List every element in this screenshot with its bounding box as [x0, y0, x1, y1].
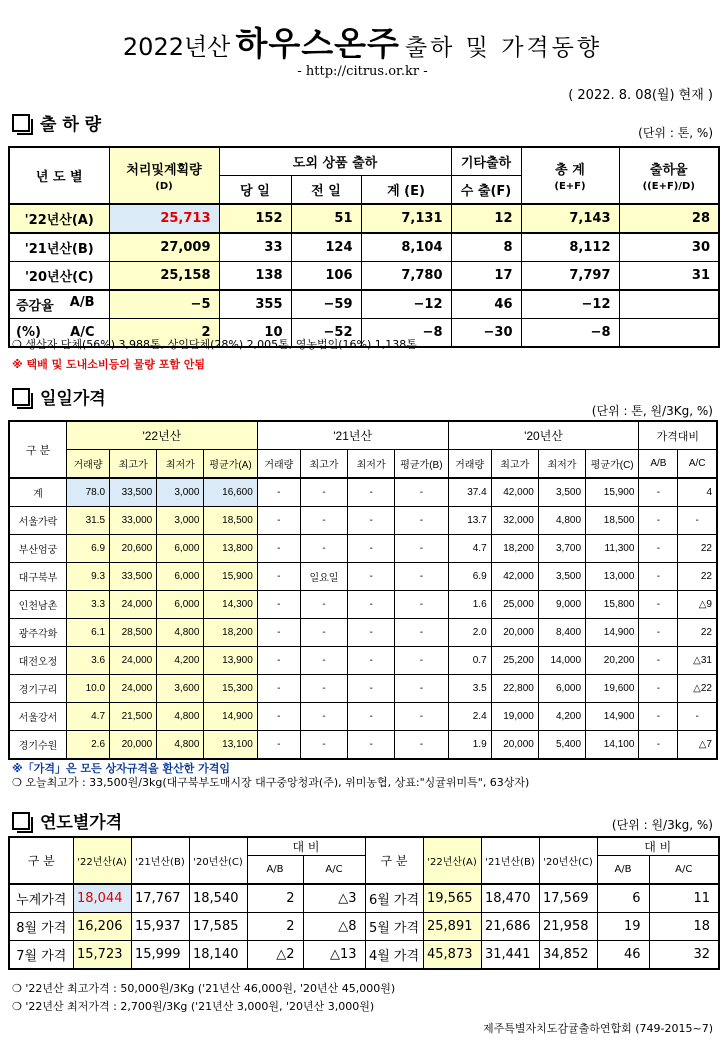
yearly-note-min: ❍ '22년산 최저가격 : 2,700원/3Kg ('21년산 3,000원, '20년산 3,000원) — [12, 1000, 375, 1013]
price-cell: 1.6 — [448, 591, 491, 619]
daily-price-table — [8, 420, 718, 760]
table-row — [9, 478, 717, 507]
price-cell: 17,585 — [189, 913, 247, 941]
price-cell: - — [639, 535, 678, 563]
daily-subhead-cell: 거래량 — [257, 450, 300, 479]
table-row — [9, 563, 717, 591]
price-cell: 34,852 — [539, 941, 597, 970]
daily-head-cmp: 가격대비 — [639, 421, 717, 450]
daily-unit: (단위 : 톤, 원/3Kg, %) — [591, 404, 713, 418]
price-cell: 6,000 — [157, 563, 204, 591]
price-cell: 3.3 — [66, 591, 109, 619]
price-cell: 3,000 — [157, 478, 204, 507]
price-cell: - — [257, 535, 300, 563]
yearly-head-ab: A/B — [247, 856, 303, 885]
daily-subhead-cell: 평균가(B) — [395, 450, 448, 479]
price-cell: 14,900 — [204, 703, 257, 731]
price-cell: - — [639, 675, 678, 703]
shipment-unit: (단위 : 톤, %) — [638, 126, 713, 140]
price-cell: 16,600 — [204, 478, 257, 507]
daily-head-21: '21년산 — [257, 421, 448, 450]
price-cell: 24,000 — [110, 591, 157, 619]
price-cell: 0.7 — [448, 647, 491, 675]
price-cell: - — [300, 731, 347, 760]
table-row — [9, 731, 717, 760]
price-cell: 20,000 — [491, 619, 538, 647]
price-cell: 13,000 — [586, 563, 639, 591]
price-cell: 14,900 — [586, 703, 639, 731]
market-name: 서울강서 — [9, 703, 66, 731]
price-cell: 33,000 — [110, 507, 157, 535]
price-cell: 37.4 — [448, 478, 491, 507]
head-prev: 전 일 — [291, 176, 361, 205]
head-rate: 출하율 ((E+F)/D) — [619, 147, 719, 204]
shipment-note-excluded: ※ 택배 및 도내소비등의 물량 포함 안됨 — [12, 358, 206, 371]
price-cell: 33,500 — [110, 563, 157, 591]
head-sum: 총 계 (E+F) — [521, 147, 619, 204]
price-cell: 18,500 — [586, 507, 639, 535]
price-cell: 10.0 — [66, 675, 109, 703]
price-cell: 4,800 — [157, 619, 204, 647]
price-cell: 14,300 — [204, 591, 257, 619]
yearly-head-21: '21년산(B) — [131, 837, 189, 884]
period-label: 6월 가격 — [365, 884, 423, 913]
price-cell: 3.5 — [448, 675, 491, 703]
yearly-price-table — [8, 836, 720, 970]
price-cell: 14,000 — [538, 647, 585, 675]
price-cell: 20,600 — [110, 535, 157, 563]
table-row — [9, 884, 719, 913]
section-shipment-title: 출 하 량 — [12, 110, 101, 135]
price-cell: 15,999 — [131, 941, 189, 970]
price-cell: - — [678, 703, 717, 731]
daily-subheader-row — [9, 450, 717, 479]
price-cell: 15,800 — [586, 591, 639, 619]
site-url: - http://citrus.or.kr - — [297, 64, 428, 79]
price-cell: 20,000 — [110, 731, 157, 760]
price-cell: 17,767 — [131, 884, 189, 913]
yearly-note-max: ❍ '22년산 최고가격 : 50,000원/3Kg ('21년산 46,000원, '20년산 45,000원) — [12, 982, 396, 995]
price-cell: 6.1 — [66, 619, 109, 647]
price-cell: 18 — [649, 913, 719, 941]
price-cell: 18,200 — [204, 619, 257, 647]
section-yearly-title: 연도별가격 — [12, 808, 122, 833]
yearly-head-20: '20년산(C) — [189, 837, 247, 884]
price-cell: - — [348, 591, 395, 619]
checkbox-square-icon — [12, 114, 30, 132]
price-cell: 13,100 — [204, 731, 257, 760]
price-cell: - — [348, 675, 395, 703]
market-name: 계 — [9, 478, 66, 507]
price-cell: - — [395, 563, 448, 591]
period-label: 7월 가격 — [9, 941, 73, 970]
price-cell: - — [257, 591, 300, 619]
period-label: 5월 가격 — [365, 913, 423, 941]
period-label: 8월 가격 — [9, 913, 73, 941]
price-cell: △13 — [303, 941, 365, 970]
price-cell: 3.6 — [66, 647, 109, 675]
price-cell: - — [639, 619, 678, 647]
yearly-head-ac-right: A/C — [649, 856, 719, 885]
price-cell: 45,873 — [423, 941, 481, 970]
price-cell: - — [348, 703, 395, 731]
price-cell: 18,470 — [481, 884, 539, 913]
price-cell: 4,200 — [538, 703, 585, 731]
table-row — [9, 507, 717, 535]
table-row — [9, 941, 719, 970]
daily-subhead-cell: 최저가 — [157, 450, 204, 479]
price-cell: 1.9 — [448, 731, 491, 760]
yearly-head-20-right: '20년산(C) — [539, 837, 597, 884]
price-cell: 5,400 — [538, 731, 585, 760]
daily-subhead-cell: 최고가 — [300, 450, 347, 479]
price-cell: - — [639, 703, 678, 731]
price-cell: 6,000 — [157, 591, 204, 619]
price-cell: 19,600 — [586, 675, 639, 703]
price-cell: 11 — [649, 884, 719, 913]
daily-subhead-cell: 평균가(A) — [204, 450, 257, 479]
price-cell: 2.0 — [448, 619, 491, 647]
yearly-head-gubun: 구 분 — [9, 837, 73, 884]
price-cell: 8,400 — [538, 619, 585, 647]
price-cell: △31 — [678, 647, 717, 675]
price-cell: - — [348, 647, 395, 675]
price-cell: 25,000 — [491, 591, 538, 619]
price-cell: △2 — [247, 941, 303, 970]
price-cell: - — [300, 619, 347, 647]
price-cell: 24,000 — [110, 647, 157, 675]
price-cell: 15,937 — [131, 913, 189, 941]
price-cell: - — [348, 507, 395, 535]
price-cell: 6 — [597, 884, 649, 913]
price-cell: △9 — [678, 591, 717, 619]
price-cell: 22 — [678, 619, 717, 647]
price-cell: 18,140 — [189, 941, 247, 970]
price-cell: 6,000 — [157, 535, 204, 563]
checkbox-square-icon — [12, 812, 30, 830]
price-cell: 3,500 — [538, 563, 585, 591]
price-cell: 16,206 — [73, 913, 131, 941]
table-row — [9, 591, 717, 619]
price-cell: 3,500 — [538, 478, 585, 507]
price-cell: - — [395, 619, 448, 647]
price-cell: 15,723 — [73, 941, 131, 970]
daily-subhead-cell: 최저가 — [348, 450, 395, 479]
price-cell: 6,000 — [538, 675, 585, 703]
price-cell: 42,000 — [491, 563, 538, 591]
yearly-head-22: '22년산(A) — [73, 837, 131, 884]
yearly-head-ab-right: A/B — [597, 856, 649, 885]
table-row — [9, 619, 717, 647]
price-cell: - — [639, 563, 678, 591]
title-year: 2022년산 — [122, 33, 231, 61]
head-total: 계 (E) — [361, 176, 451, 205]
price-cell: 4.7 — [448, 535, 491, 563]
table-row: (%) A/C 2 10 −52 −8 −30 −8 — [9, 319, 719, 348]
price-cell: 3,600 — [157, 675, 204, 703]
price-cell: 4,200 — [157, 647, 204, 675]
price-cell: - — [395, 535, 448, 563]
price-cell: 18,540 — [189, 884, 247, 913]
price-cell: 31,441 — [481, 941, 539, 970]
table-row: '22년산(A) 25,713 152 51 7,131 12 7,143 28 — [9, 204, 719, 233]
price-cell: 20,200 — [586, 647, 639, 675]
price-cell: 4.7 — [66, 703, 109, 731]
head-plan: 처리및계획량 (D) — [109, 147, 219, 204]
price-cell: - — [257, 563, 300, 591]
price-cell: - — [348, 478, 395, 507]
shipment-table — [8, 146, 720, 348]
price-cell: 13.7 — [448, 507, 491, 535]
price-cell: 18,044 — [73, 884, 131, 913]
price-cell: - — [348, 535, 395, 563]
price-cell: - — [257, 703, 300, 731]
table-row: 증감율 A/B −5 355 −59 −12 46 −12 — [9, 290, 719, 319]
table-row: '21년산(B) 27,009 33 124 8,104 8 8,112 30 — [9, 233, 719, 262]
price-cell: 24,000 — [110, 675, 157, 703]
price-cell: 3,000 — [157, 507, 204, 535]
daily-subhead-cell: 평균가(C) — [586, 450, 639, 479]
price-cell: 22 — [678, 563, 717, 591]
shipment-note-producers: ❍ 생산자 단체(56%) 3,988톤, 상인단체(28%) 2,005톤, 영농법인(16%) 1,138톤 — [12, 338, 417, 351]
price-cell: - — [639, 647, 678, 675]
price-cell: - — [348, 563, 395, 591]
section-daily-title: 일일가격 — [12, 384, 106, 409]
price-cell: 20,000 — [491, 731, 538, 760]
price-cell: 31.5 — [66, 507, 109, 535]
price-cell: 14,900 — [586, 619, 639, 647]
price-cell: 9,000 — [538, 591, 585, 619]
price-cell: 15,300 — [204, 675, 257, 703]
price-cell: - — [639, 591, 678, 619]
daily-subhead-cell: 최고가 — [491, 450, 538, 479]
price-cell: △22 — [678, 675, 717, 703]
report-date: ( 2022. 8. 08(월) 현재 ) — [568, 88, 713, 103]
price-cell: 2.6 — [66, 731, 109, 760]
price-cell: 18,200 — [491, 535, 538, 563]
title-rest: 출하 및 가격동향 — [404, 35, 603, 61]
price-cell: 21,686 — [481, 913, 539, 941]
table-row — [9, 675, 717, 703]
price-cell: - — [395, 507, 448, 535]
yearly-head-cmp-right: 대 비 — [597, 837, 719, 856]
price-cell: 42,000 — [491, 478, 538, 507]
price-cell: 3,700 — [538, 535, 585, 563]
daily-head-gubun: 구 분 — [9, 421, 66, 478]
price-cell: 4 — [678, 478, 717, 507]
price-cell: 14,100 — [586, 731, 639, 760]
price-cell: △7 — [678, 731, 717, 760]
price-cell: 일요일 — [300, 563, 347, 591]
price-cell: - — [678, 507, 717, 535]
price-cell: 21,958 — [539, 913, 597, 941]
market-name: 대전오정 — [9, 647, 66, 675]
table-row — [9, 703, 717, 731]
checkbox-square-icon — [12, 388, 30, 406]
price-cell: - — [257, 675, 300, 703]
price-cell: 13,800 — [204, 535, 257, 563]
price-cell: 15,900 — [204, 563, 257, 591]
price-cell: 32 — [649, 941, 719, 970]
price-cell: - — [639, 731, 678, 760]
period-label: 4월 가격 — [365, 941, 423, 970]
head-today: 당 일 — [219, 176, 291, 205]
price-cell: 33,500 — [110, 478, 157, 507]
price-cell: 19 — [597, 913, 649, 941]
price-cell: 4,800 — [157, 703, 204, 731]
price-cell: 6.9 — [448, 563, 491, 591]
price-cell: - — [639, 478, 678, 507]
price-cell: - — [395, 731, 448, 760]
footer-org: 제주특별자치도감귤출하연합회 (749-2015~7) — [482, 1022, 713, 1035]
price-cell: - — [257, 507, 300, 535]
price-cell: 22,800 — [491, 675, 538, 703]
price-cell: 32,000 — [491, 507, 538, 535]
table-row — [9, 913, 719, 941]
price-cell: 22 — [678, 535, 717, 563]
price-cell: - — [257, 478, 300, 507]
price-cell: 18,500 — [204, 507, 257, 535]
price-cell: - — [257, 619, 300, 647]
market-name: 경기구리 — [9, 675, 66, 703]
price-cell: 25,200 — [491, 647, 538, 675]
price-cell: 4,800 — [157, 731, 204, 760]
price-cell: - — [395, 647, 448, 675]
price-cell: - — [395, 478, 448, 507]
price-cell: - — [257, 731, 300, 760]
price-cell: - — [300, 703, 347, 731]
price-cell: 2.4 — [448, 703, 491, 731]
daily-note-price: ※「가격」은 모든 상자규격을 환산한 가격임 — [12, 762, 231, 775]
head-year: 년 도 별 — [9, 147, 109, 204]
price-cell: 19,565 — [423, 884, 481, 913]
price-cell: 21,500 — [110, 703, 157, 731]
price-cell: - — [300, 507, 347, 535]
price-cell: - — [348, 731, 395, 760]
price-cell: 4,800 — [538, 507, 585, 535]
price-cell: 15,900 — [586, 478, 639, 507]
table-row — [9, 647, 717, 675]
price-cell: - — [257, 647, 300, 675]
daily-subhead-cell: 거래량 — [66, 450, 109, 479]
price-cell: 2 — [247, 884, 303, 913]
yearly-head-21-right: '21년산(B) — [481, 837, 539, 884]
price-cell: - — [300, 675, 347, 703]
daily-head-22: '22년산 — [66, 421, 257, 450]
price-cell: 2 — [247, 913, 303, 941]
price-cell: △8 — [303, 913, 365, 941]
price-cell: 6.9 — [66, 535, 109, 563]
price-cell: 9.3 — [66, 563, 109, 591]
price-cell: 78.0 — [66, 478, 109, 507]
price-cell: 13,900 — [204, 647, 257, 675]
yearly-head-cmp: 대 비 — [247, 837, 365, 856]
market-name: 광주각화 — [9, 619, 66, 647]
head-other: 기타출하 — [451, 147, 521, 176]
price-cell: - — [395, 703, 448, 731]
table-row: '20년산(C) 25,158 138 106 7,780 17 7,797 31 — [9, 262, 719, 291]
period-label: 누계가격 — [9, 884, 73, 913]
price-cell: 28,500 — [110, 619, 157, 647]
price-cell: - — [300, 591, 347, 619]
head-outside: 도외 상품 출하 — [219, 147, 451, 176]
price-cell: - — [395, 675, 448, 703]
title-product: 하우스온주 — [235, 24, 400, 63]
price-cell: 11,300 — [586, 535, 639, 563]
price-cell: - — [300, 647, 347, 675]
price-cell: 19,000 — [491, 703, 538, 731]
yearly-unit: (단위 : 원/3kg, %) — [611, 818, 713, 832]
page-title — [0, 18, 725, 65]
price-cell: - — [348, 619, 395, 647]
market-name: 인천남촌 — [9, 591, 66, 619]
yearly-head-22-right: '22년산(A) — [423, 837, 481, 884]
price-cell: △3 — [303, 884, 365, 913]
daily-subhead-cell: 최고가 — [110, 450, 157, 479]
price-cell: 17,569 — [539, 884, 597, 913]
price-cell: - — [300, 535, 347, 563]
market-name: 경기수원 — [9, 731, 66, 760]
market-name: 부산엄궁 — [9, 535, 66, 563]
yearly-head-ac: A/C — [303, 856, 365, 885]
head-other2: 수 출(F) — [451, 176, 521, 205]
yearly-head-gubun-right: 구 분 — [365, 837, 423, 884]
daily-subhead-cell: A/C — [678, 450, 717, 479]
daily-subhead-cell: 최저가 — [538, 450, 585, 479]
price-cell: - — [395, 591, 448, 619]
price-cell: 25,891 — [423, 913, 481, 941]
market-name: 서울가락 — [9, 507, 66, 535]
market-name: 대구북부 — [9, 563, 66, 591]
price-cell: - — [639, 507, 678, 535]
daily-note-top: ❍ 오늘최고가 : 33,500원/3kg(대구북부도매시장 대구중앙청과(주), 위미농협, 상표:"싱귤위미특", 63상자) — [12, 776, 530, 789]
price-cell: 46 — [597, 941, 649, 970]
daily-subhead-cell: A/B — [639, 450, 678, 479]
daily-subhead-cell: 거래량 — [448, 450, 491, 479]
daily-head-20: '20년산 — [448, 421, 639, 450]
table-row — [9, 535, 717, 563]
price-cell: - — [300, 478, 347, 507]
